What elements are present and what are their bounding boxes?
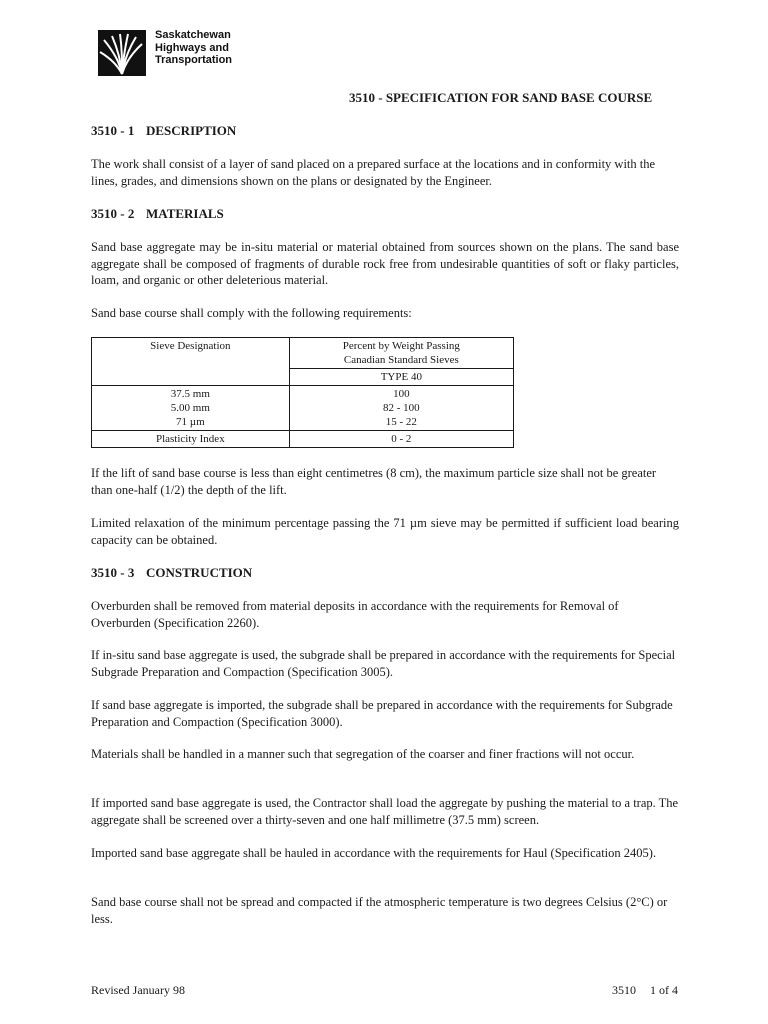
section-heading-construction: [91, 565, 252, 581]
section-title: DESCRIPTION: [146, 123, 237, 138]
percent-value: 82 - 100: [383, 402, 420, 414]
construction-paragraph-3: If sand base aggregate is imported, the subgrade shall be prepared in accordance with the requirements for Subgrade Preparation and Compaction (Specification 3000).: [91, 698, 673, 729]
type-label: TYPE 40: [289, 369, 513, 386]
section-heading-materials: [91, 206, 224, 222]
materials-paragraph-2: Sand base course shall comply with the following requirements:: [91, 306, 412, 320]
page-number: 1 of 4: [650, 983, 678, 997]
percent-value: 100: [393, 388, 410, 400]
table-row: [92, 431, 514, 448]
plasticity-index-label: Plasticity Index: [92, 431, 290, 448]
document-title: 3510 - SPECIFICATION FOR SAND BASE COURSE: [349, 90, 653, 105]
description-paragraph: The work shall consist of a layer of sand placed on a prepared surface at the locations and in conformity with the lines, grades, and dimensions shown on the plans or designated by the Engineer.: [91, 157, 656, 188]
section-number: 3510 - 2: [91, 206, 135, 221]
percent-passing-header: [289, 338, 513, 369]
construction-paragraph-2: If in-situ sand base aggregate is used, the subgrade shall be prepared in accordance with the requirements for Special Subgrade Preparation and Compaction (Specification 3005).: [91, 648, 676, 679]
sieve-designation-header: Sieve Designation: [92, 338, 290, 386]
table-row: [92, 338, 514, 369]
sieve-size: 5.00 mm: [170, 402, 210, 414]
page-footer: [612, 983, 678, 998]
revision-date: Revised January 98: [91, 983, 185, 997]
percent-passing-header-line2: Canadian Standard Sieves: [343, 354, 459, 366]
table-row: [92, 386, 514, 431]
wheat-sheaf-logo-icon: [98, 30, 146, 76]
sieve-size: 71 µm: [176, 416, 205, 428]
materials-paragraph-4: Limited relaxation of the minimum percentage passing the 71 µm sieve may be permitted if sufficient load bearing capacity can be obtained.: [91, 516, 679, 547]
section-title: MATERIALS: [146, 206, 224, 221]
sieve-size: 37.5 mm: [170, 388, 210, 400]
gradation-table: [91, 337, 514, 448]
section-number: 3510 - 3: [91, 565, 135, 580]
percent-passing-header-line1: Percent by Weight Passing: [342, 340, 460, 352]
construction-paragraph-4: Materials shall be handled in a manner such that segregation of the coarser and finer fractions will not occur.: [91, 747, 635, 761]
construction-paragraph-7: Sand base course shall not be spread and compacted if the atmospheric temperature is two degrees Celsius (2°C) or less.: [91, 895, 668, 926]
org-name-line2: Highways and: [155, 41, 229, 54]
section-title: CONSTRUCTION: [146, 565, 253, 580]
section-number: 3510 - 1: [91, 123, 135, 138]
spec-number: 3510: [612, 983, 636, 997]
org-name-line3: Transportation: [155, 54, 233, 66]
materials-paragraph-3: If the lift of sand base course is less than eight centimetres (8 cm), the maximum particle size shall not be greater than one-half (1/2) the depth of the lift.: [91, 466, 657, 497]
organization-name: [155, 29, 232, 67]
percent-values-cell: [289, 386, 513, 431]
materials-paragraph-1: Sand base aggregate may be in-situ material or material obtained from sources shown on the plans. The sand base aggregate shall be composed of fragments of durable rock free from undesirable quantities of soft or flaky particles, loam, and organic or other deleterious material.: [91, 240, 679, 287]
construction-paragraph-5: If imported sand base aggregate is used, the Contractor shall load the aggregate by pushing the material to a trap. The aggregate shall be screened over a thirty-seven and one half millimetre (37.5 mm) screen.: [91, 796, 679, 827]
plasticity-index-value: 0 - 2: [289, 431, 513, 448]
percent-value: 15 - 22: [385, 416, 417, 428]
construction-paragraph-1: Overburden shall be removed from material deposits in accordance with the requirements for Removal of Overburden (Specification 2260).: [91, 599, 619, 630]
org-name-line1: Saskatchewan: [155, 29, 231, 41]
logo: [98, 30, 232, 76]
section-heading-description: [91, 123, 236, 139]
sieve-sizes-cell: [92, 386, 290, 431]
construction-paragraph-6: Imported sand base aggregate shall be hauled in accordance with the requirements for Haul (Specification 2405).: [91, 846, 657, 860]
